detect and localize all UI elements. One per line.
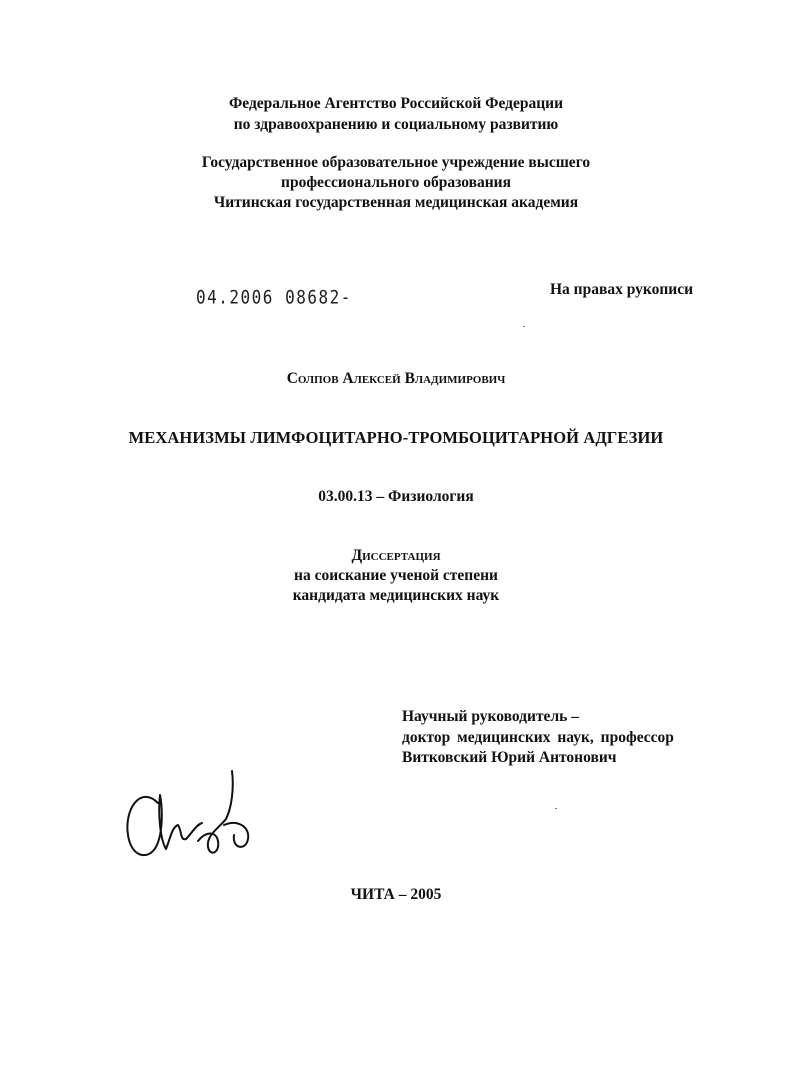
author-name: Солпов Алексей Владимирович xyxy=(286,370,506,387)
supervisor-degree: доктор медицинских наук, профессор xyxy=(402,729,674,746)
archive-number-stamp: 04.2006 08682- xyxy=(196,286,352,308)
institution-line-2: профессионального образования xyxy=(281,174,511,191)
specialty-code: 03.00.13 – Физиология xyxy=(318,488,474,505)
institution-line-1: Государственное образовательное учреждение высшего xyxy=(201,154,591,171)
dissertation-title: МЕХАНИЗМЫ ЛИМФОЦИТАРНО-ТРОМБОЦИТАРНОЙ АДГЕЗИИ xyxy=(128,428,664,447)
manuscript-rights-label: На правах рукописи xyxy=(550,281,694,298)
supervisor-role: Научный руководитель – xyxy=(402,708,579,725)
dissertation-type: Диссертация xyxy=(351,547,441,564)
agency-line-2: по здравоохранению и социальному развитию xyxy=(233,116,559,133)
supervisor-name: Витковский Юрий Антонович xyxy=(402,749,617,766)
degree-purpose-line-2: кандидата медицинских наук xyxy=(292,587,500,604)
agency-line-1: Федеральное Агентство Российской Федерации xyxy=(228,95,564,112)
scan-speck xyxy=(523,326,525,327)
scan-speck xyxy=(555,808,557,809)
institution-line-3: Читинская государственная медицинская академия xyxy=(213,194,579,211)
city-year: ЧИТА – 2005 xyxy=(350,886,442,903)
degree-purpose-line-1: на соискание ученой степени xyxy=(294,567,498,584)
handwritten-signature xyxy=(120,765,260,870)
